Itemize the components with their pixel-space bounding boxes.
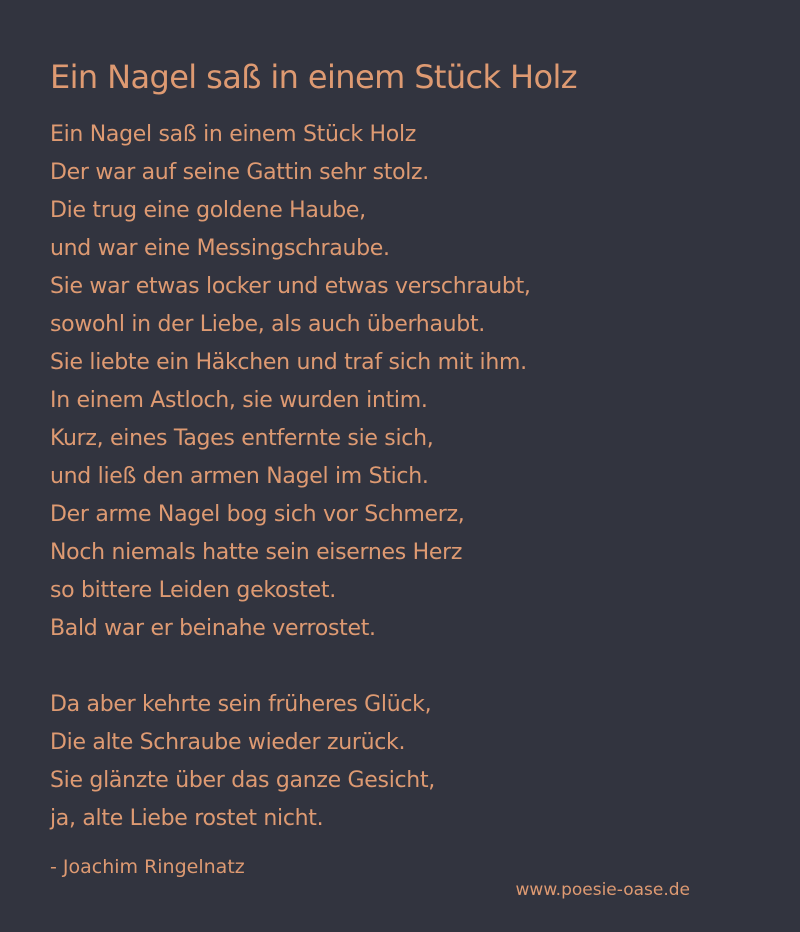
poem-line: sowohl in der Liebe, als auch überhaubt. [50,312,485,337]
poem-line: Die alte Schraube wieder zurück. [50,730,406,755]
poem-line: Da aber kehrte sein früheres Glück, [50,692,432,717]
stanza-1 [50,116,770,648]
poem-line: Kurz, eines Tages entfernte sie sich, [50,426,434,451]
poem-line: so bittere Leiden gekostet. [50,578,336,603]
poem-line: Noch niemals hatte sein eisernes Herz [50,540,463,565]
poem-card [50,54,770,838]
poem-line: Sie liebte ein Häkchen und traf sich mit ihm. [50,350,527,375]
poem-line: Bald war er beinahe verrostet. [50,616,376,641]
poem-body [50,116,770,838]
poem-line: Sie glänzte über das ganze Gesicht, [50,768,435,793]
poem-line: Die trug eine goldene Haube, [50,198,366,223]
poem-line: Sie war etwas locker und etwas verschraubt, [50,274,531,299]
poem-line: und ließ den armen Nagel im Stich. [50,464,429,489]
poem-line: Der war auf seine Gattin sehr stolz. [50,160,429,185]
poem-line: In einem Astloch, sie wurden intim. [50,388,428,413]
poem-title: Ein Nagel saß in einem Stück Holz [50,58,577,96]
stanza-2 [50,686,770,838]
poem-line: ja, alte Liebe rostet nicht. [50,806,324,831]
poem-author: - Joachim Ringelnatz [50,856,245,878]
poem-line: Ein Nagel saß in einem Stück Holz [50,122,417,147]
source-url: www.poesie-oase.de [515,880,690,900]
poem-line: und war eine Messingschraube. [50,236,390,261]
poem-line: Der arme Nagel bog sich vor Schmerz, [50,502,465,527]
